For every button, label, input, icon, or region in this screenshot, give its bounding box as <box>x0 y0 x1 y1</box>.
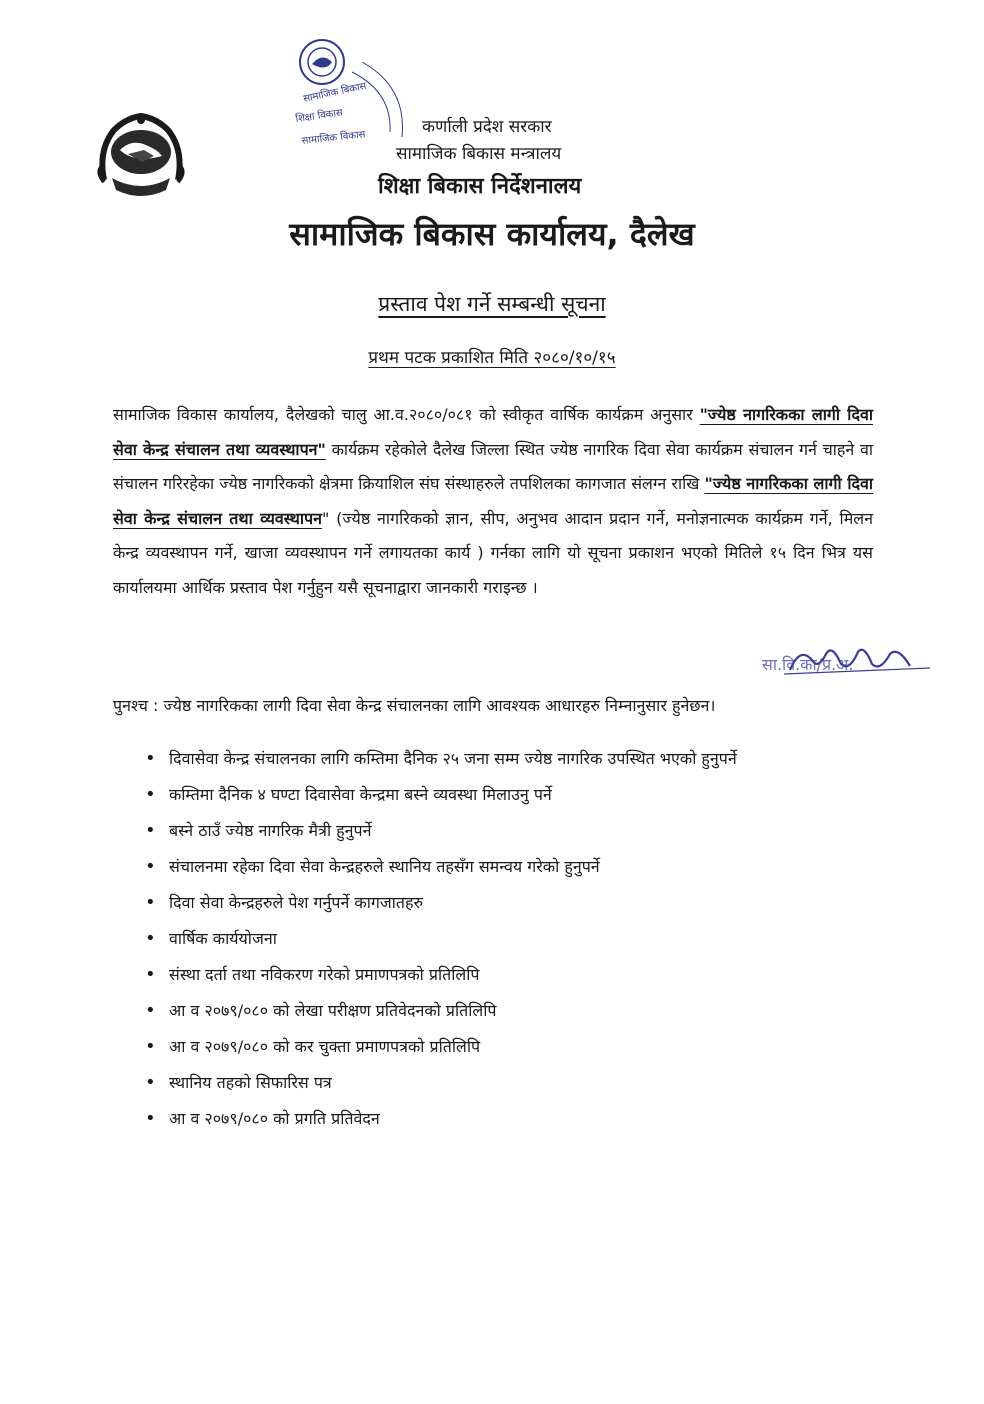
requirements-list <box>145 744 875 1140</box>
signature-stamp-text: सा.वि.का/प्र.अ. <box>762 655 854 674</box>
list-item: • आ व २०७९/०८० को कर चुक्ता प्रमाणपत्रको प्रतिलिपि <box>145 1032 875 1062</box>
directorate-name: शिक्षा बिकास निर्देशनालय <box>378 174 582 199</box>
list-item: • कम्तिमा दैनिक ४ घण्टा दिवासेवा केन्द्रमा बस्ने व्यवस्था मिलाउनु पर्ने <box>145 780 875 810</box>
list-item: • संस्था दर्ता तथा नविकरण गरेको प्रमाणपत्रको प्रतिलिपि <box>145 960 875 990</box>
list-item: • आ व २०७९/०८० को प्रगति प्रतिवेदन <box>145 1104 875 1134</box>
list-item: • वार्षिक कार्ययोजना <box>145 924 875 954</box>
nepal-emblem-icon <box>92 110 190 200</box>
body-part-2: कार्यक्रम रहेकोले दैलेख जिल्ला स्थित ज्येष्ठ नागरिक दिवा सेवा कार्यक्रम संचालन गर्न चाहने वा संचालन गरिरहेका ज्येष्ठ नागरिकको क्षेत्रमा क्रियाशिल संघ संस्थाहरुले तपशिलका कागजात संलग्न राखि <box>113 439 873 493</box>
list-item: • दिवा सेवा केन्द्रहरुले पेश गर्नुपर्ने कागजातहरु <box>145 888 875 918</box>
publish-date-text: प्रथम पटक प्रकाशित मिति २०८०/१०/१५ <box>368 348 616 368</box>
program-name-1: "ज्येष्ठ नागरिकका लागी दिवा सेवा केन्द्र संचालन तथा व्यवस्थापन" <box>113 405 873 459</box>
list-item: • संचालनमा रहेका दिवा सेवा केन्द्रहरुले स्थानिय तहसँग समन्वय गरेको हुनुपर्ने <box>145 852 875 882</box>
notice-body <box>113 398 873 605</box>
signature-icon <box>760 640 942 680</box>
svg-text:शिक्षा विकास: शिक्षा विकास <box>294 107 344 125</box>
postscript: पुनश्च : ज्येष्ठ नागरिकका लागी दिवा सेवा केन्द्र संचालनका लागि आवश्यक आधारहरु निम्नानुसार हुनेछन। <box>113 696 716 715</box>
notice-title-text: प्रस्ताव पेश गर्ने सम्बन्धी सूचना <box>378 292 606 316</box>
office-name: सामाजिक बिकास कार्यालय, दैलेख <box>289 215 695 253</box>
ministry-name: सामाजिक बिकास मन्त्रालय <box>396 144 562 164</box>
province-government: कर्णाली प्रदेश सरकार <box>422 117 552 137</box>
notice-title <box>0 290 984 318</box>
svg-text:सामाजिक विकास: सामाजिक विकास <box>301 129 366 147</box>
list-item: • दिवासेवा केन्द्र संचालनका लागि कम्तिमा दैनिक २५ जना सम्म ज्येष्ठ नागरिक उपस्थित भएको हुनुपर्ने <box>145 744 875 774</box>
list-item: • बस्ने ठाउँ ज्येष्ठ नागरिक मैत्री हुनुपर्ने <box>145 816 875 846</box>
body-part-3: " (ज्येष्ठ नागरिकको ज्ञान, सीप, अनुभव आदान प्रदान गर्ने, मनोज्ञनात्मक कार्यक्रम गर्ने, मिलन केन्द्र व्यवस्थापन गर्ने, खाजा व्यवस्थापन गर्ने लगायतका कार्य ) गर्नका लागि यो सूचना प्रकाशन भएको मितिले १५ दिन भित्र यस कार्यालयमा आर्थिक प्रस्ताव पेश गर्नुहुन यसै सूचनाद्वारा जानकारी गराइन्छ । <box>113 508 873 597</box>
publish-date <box>0 345 984 368</box>
stamp-lettering: सामाजिक बिकास <box>302 80 368 105</box>
list-item: • आ व २०७९/०८० को लेखा परीक्षण प्रतिवेदनको प्रतिलिपि <box>145 996 875 1026</box>
list-item: • स्थानिय तहको सिफारिस पत्र <box>145 1068 875 1098</box>
body-part-1: सामाजिक विकास कार्यालय, दैलेखको चालु आ.व.२०८०/०८१ को स्वीकृत वार्षिक कार्यक्रम अनुसार <box>113 405 700 424</box>
program-name-2: "ज्येष्ठ नागरिकका लागी दिवा सेवा केन्द्र संचालन तथा व्यवस्थापन <box>113 474 873 528</box>
